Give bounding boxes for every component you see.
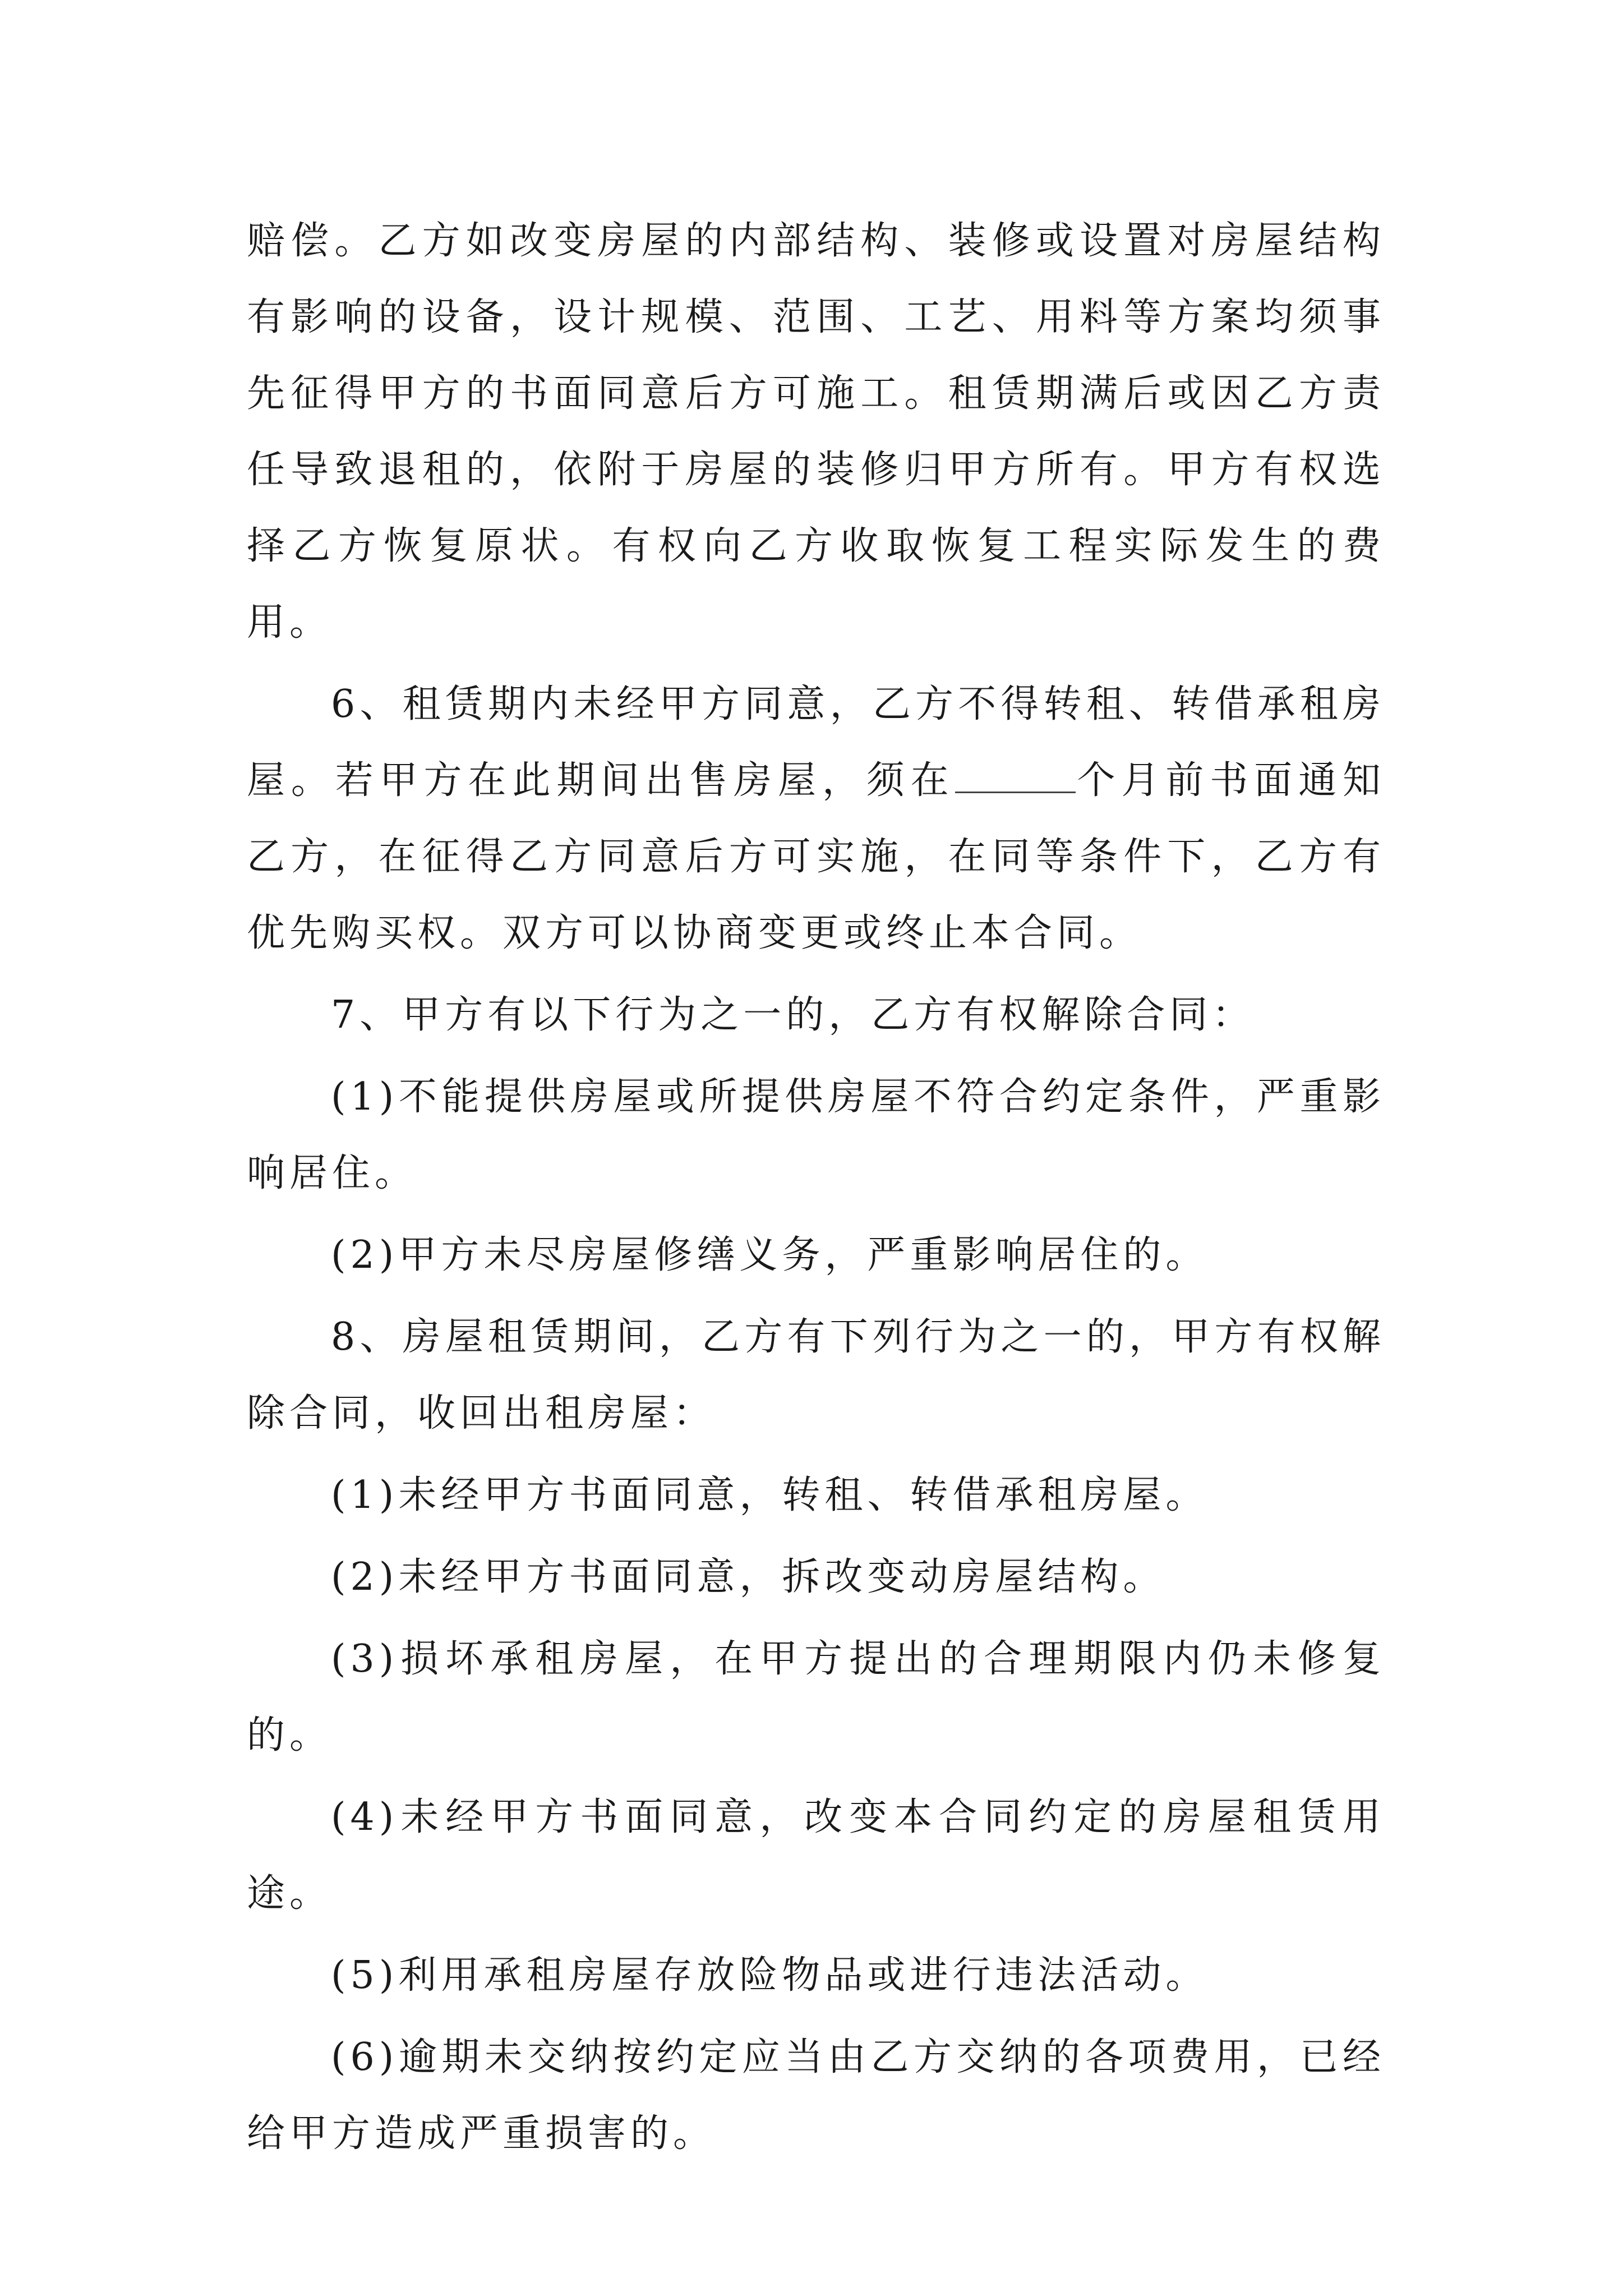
months-notice-blank-field[interactable] <box>955 747 1076 793</box>
clause-6-text-after: 个月前书面通知乙方，在征得乙方同意后方可实施，在同等条件下，乙方有优先购买权。双方可以协商变更或终止本合同。 <box>247 758 1385 955</box>
paragraph-clause-6 <box>247 666 1385 972</box>
paragraph-clause-8: 8、房屋租赁期间，乙方有下列行为之一的，甲方有权解除合同，收回出租房屋： <box>247 1315 1385 1435</box>
paragraph-clause-8-item-5: (5)利用承租房屋存放险物品或进行违法活动。 <box>331 1953 1209 1998</box>
paragraph-clause-8-item-6: (6)逾期未交纳按约定应当由乙方交纳的各项费用，已经给甲方造成严重损害的。 <box>247 2035 1385 2156</box>
clause-6-text-before: 6、租赁期内未经甲方同意，乙方不得转租、转借承租房屋。若甲方在此期间出售房屋，须在 <box>247 682 1385 803</box>
paragraph-clause-8-item-3: (3)损坏承租房屋，在甲方提出的合理期限内仍未修复的。 <box>247 1637 1385 1757</box>
paragraph-clause-7-item-2: (2)甲方未尽房屋修缮义务，严重影响居住的。 <box>331 1233 1209 1277</box>
paragraph-clause-7: 7、甲方有以下行为之一的，乙方有权解除合同： <box>331 993 1255 1037</box>
paragraph-clause-8-item-4: (4)未经甲方书面同意，改变本合同约定的房屋租赁用途。 <box>247 1795 1385 1916</box>
paragraph-compensation-renovation: 赔偿。乙方如改变房屋的内部结构、装修或设置对房屋结构有影响的设备，设计规模、范围、工艺、用料等方案均须事先征得甲方的书面同意后方可施工。租赁期满后或因乙方责任导致退租的，依附于房屋的装修归甲方所有。甲方有权选择乙方恢复原状。有权向乙方收取恢复工程实际发生的费用。 <box>247 219 1385 645</box>
document-body <box>247 203 1385 2178</box>
paragraph-clause-8-item-2: (2)未经甲方书面同意，拆改变动房屋结构。 <box>331 1555 1166 1599</box>
paragraph-clause-7-item-1: (1)不能提供房屋或所提供房屋不符合约定条件，严重影响居住。 <box>247 1075 1385 1195</box>
paragraph-clause-8-item-1: (1)未经甲方书面同意，转租、转借承租房屋。 <box>331 1473 1209 1517</box>
